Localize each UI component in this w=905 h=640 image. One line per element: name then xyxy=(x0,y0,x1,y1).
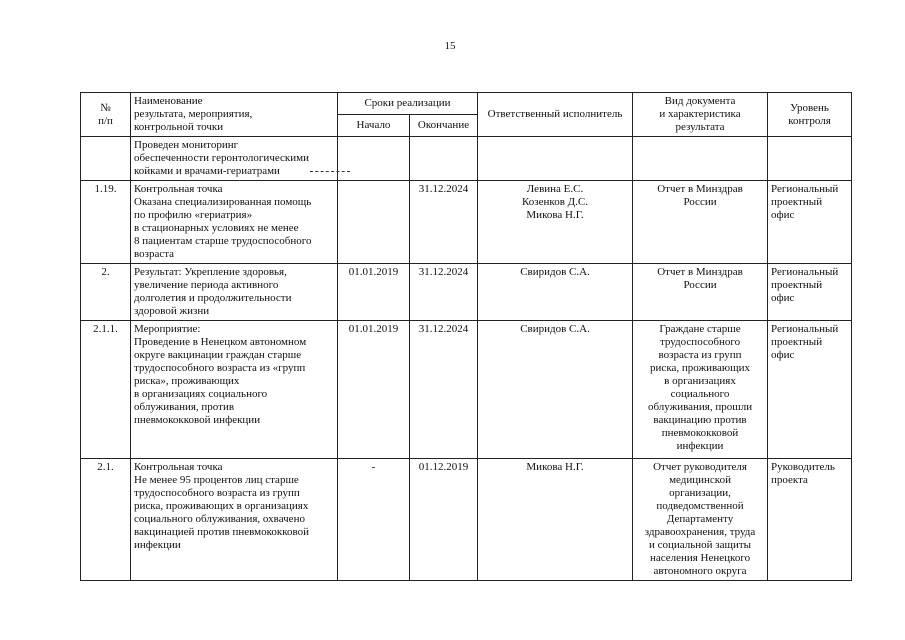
table-row xyxy=(81,459,852,581)
cell-end: 31.12.2024 xyxy=(410,264,478,321)
header-doc: Вид документа и характеристика результата xyxy=(633,93,768,137)
cell-start: 01.01.2019 xyxy=(338,264,410,321)
cell-level: Региональный проектный офис xyxy=(768,264,852,321)
cell-num: 1.19. xyxy=(81,181,131,264)
cell-num xyxy=(81,137,131,181)
cell-start: - xyxy=(338,459,410,581)
cell-end: 01.12.2019 xyxy=(410,459,478,581)
header-name: Наименование результата, мероприятия, контрольной точки xyxy=(131,93,338,137)
cell-doc: Отчет руководителя медицинской организации, подведомственной Департаменту здравоохранения, труда и социальной защиты населения Ненецкого автономного округа xyxy=(633,459,768,581)
table-body xyxy=(81,137,852,581)
cell-num: 2.1.1. xyxy=(81,321,131,459)
cell-name: Результат: Укрепление здоровья, увеличение периода активного долголетия и продолжительности здоровой жизни xyxy=(131,264,338,321)
cell-name: Проведен мониторинг обеспеченности геронтологическими койками и врачами-гериатрами xyxy=(131,137,338,181)
header-end: Окончание xyxy=(410,115,478,137)
cell-responsible: Микова Н.Г. xyxy=(478,459,633,581)
cell-name: Контрольная точка Не менее 95 процентов лиц старше трудоспособного возраста из групп риска, проживающих в организациях социального облуживания, охвачено вакцинацией против пневмококковой инфекции xyxy=(131,459,338,581)
header-level: Уровень контроля xyxy=(768,93,852,137)
cell-end xyxy=(410,137,478,181)
separator-dashes xyxy=(310,171,350,172)
cell-level xyxy=(768,137,852,181)
cell-level: Руководитель проекта xyxy=(768,459,852,581)
cell-end: 31.12.2024 xyxy=(410,321,478,459)
table-row xyxy=(81,264,852,321)
cell-responsible xyxy=(478,137,633,181)
table-row xyxy=(81,181,852,264)
cell-responsible: Левина Е.С. Козенков Д.С. Микова Н.Г. xyxy=(478,181,633,264)
cell-level: Региональный проектный офис xyxy=(768,181,852,264)
cell-doc: Отчет в Минздрав России xyxy=(633,264,768,321)
cell-num: 2.1. xyxy=(81,459,131,581)
cell-num: 2. xyxy=(81,264,131,321)
header-start: Начало xyxy=(338,115,410,137)
header-num: № п/п xyxy=(81,93,131,137)
plan-table xyxy=(80,92,852,581)
header-period: Сроки реализации xyxy=(338,93,478,115)
cell-start: 01.01.2019 xyxy=(338,321,410,459)
cell-doc: Отчет в Минздрав России xyxy=(633,181,768,264)
cell-level: Региональный проектный офис xyxy=(768,321,852,459)
cell-end: 31.12.2024 xyxy=(410,181,478,264)
table-row xyxy=(81,137,852,181)
cell-doc xyxy=(633,137,768,181)
header-responsible: Ответственный исполнитель xyxy=(478,93,633,137)
cell-responsible: Свиридов С.А. xyxy=(478,321,633,459)
cell-doc: Граждане старше трудоспособного возраста из групп риска, проживающих в организациях социального облуживания, прошли вакцинацию против пневмококковой инфекции xyxy=(633,321,768,459)
table-row xyxy=(81,321,852,459)
cell-name: Контрольная точка Оказана специализированная помощь по профилю «гериатрия» в стационарных условиях не менее 8 пациентам старше трудоспособного возраста xyxy=(131,181,338,264)
cell-start xyxy=(338,181,410,264)
page-number: 15 xyxy=(444,40,456,52)
cell-name: Мероприятие: Проведение в Ненецком автономном округе вакцинации граждан старше трудоспособного возраста из «групп риска», проживающих в организациях социального облуживания, против пневмококковой инфекции xyxy=(131,321,338,459)
cell-responsible: Свиридов С.А. xyxy=(478,264,633,321)
cell-start xyxy=(338,137,410,181)
